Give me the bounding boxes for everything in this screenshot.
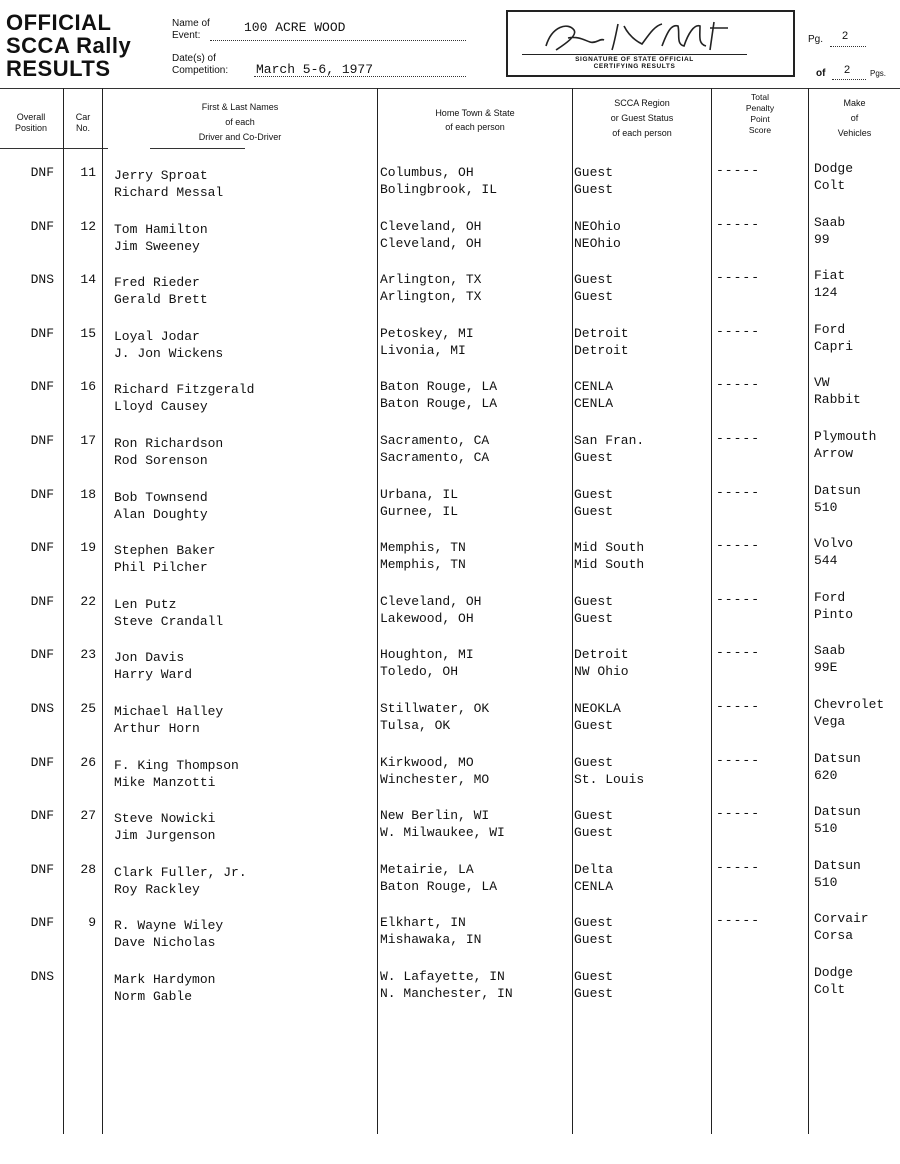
penalty-score: ----- (716, 752, 761, 768)
co-driver-home-town: Sacramento, CA (380, 450, 490, 465)
page-label: Pg. (808, 34, 824, 45)
driver-region: Mid South (574, 540, 645, 556)
vehicle (814, 589, 853, 623)
driver-names (114, 167, 223, 201)
vehicle (814, 214, 845, 248)
penalty-score: ----- (716, 323, 761, 339)
co-driver-home-town: Bolingbrook, IL (380, 182, 498, 197)
col-header-names: First & Last Names of each Driver and Co-Driver (198, 102, 282, 142)
signature-caption-line-2: CERTIFYING RESULTS (593, 63, 676, 70)
home-towns (380, 646, 474, 680)
regions (574, 646, 629, 680)
handwritten-signature (538, 16, 758, 56)
co-driver-home-town: Lakewood, OH (380, 610, 474, 626)
form-title-line-3: RESULTS (6, 56, 111, 81)
penalty-score: ----- (716, 699, 761, 714)
driver-home-town: Houghton, MI (380, 647, 474, 663)
car-number: 16 (80, 379, 96, 395)
driver-home-town: Sacramento, CA (380, 433, 490, 448)
event-name-value: 100 ACRE WOOD (244, 20, 346, 35)
car-number: 12 (80, 218, 96, 234)
driver-names (114, 864, 247, 898)
driver-names (114, 274, 208, 308)
co-driver-name: J. Jon Wickens (114, 345, 224, 361)
overall-position: DNF (30, 433, 54, 448)
co-driver-home-town: N. Manchester, IN (380, 986, 513, 1001)
vehicle-make: Ford (814, 589, 846, 605)
penalty-score: ----- (716, 484, 761, 500)
co-driver-name: Dave Nicholas (114, 935, 216, 951)
penalty-score: ----- (716, 806, 761, 822)
co-driver-home-town: Tulsa, OK (380, 718, 451, 733)
car-number: 18 (80, 486, 96, 502)
driver-home-town: Urbana, IL (380, 486, 459, 502)
penalty-score: ----- (716, 431, 761, 446)
home-towns (380, 218, 481, 252)
driver-home-town: Kirkwood, MO (380, 754, 474, 770)
co-driver-region: Guest (574, 182, 614, 197)
overall-position: DNF (30, 379, 54, 395)
table-row (0, 910, 900, 964)
vehicle-model: 124 (814, 285, 838, 301)
vehicle (814, 857, 861, 891)
driver-region: Guest (574, 593, 614, 609)
vehicle-make: Datsun (814, 804, 861, 820)
car-number: 27 (80, 808, 96, 824)
driver-names (114, 810, 215, 844)
vehicle-make: Volvo (814, 536, 854, 552)
driver-home-town: Cleveland, OH (380, 593, 482, 609)
vehicle (814, 535, 853, 569)
vehicle-model: Vega (814, 714, 846, 729)
co-driver-name: Steve Crandall (114, 613, 224, 629)
driver-names (114, 381, 254, 415)
driver-name: Jon Davis (114, 650, 185, 666)
co-driver-name: Rod Sorenson (114, 453, 208, 468)
vehicle-make: Dodge (814, 965, 854, 980)
driver-names (114, 703, 223, 737)
co-driver-name: Mike Manzotti (114, 774, 216, 790)
co-driver-region: St. Louis (574, 771, 645, 787)
table-row (0, 374, 900, 428)
co-driver-home-town: Cleveland, OH (380, 235, 482, 251)
vehicle-make: Ford (814, 321, 846, 337)
driver-name: Bob Townsend (114, 489, 208, 505)
overall-position: DNS (30, 701, 54, 716)
co-driver-region: Mid South (574, 557, 645, 573)
car-number: 22 (80, 593, 96, 609)
driver-names (114, 649, 192, 683)
page-number: 2 (842, 30, 849, 42)
co-driver-home-town: Toledo, OH (380, 664, 459, 680)
vehicle-model: Capri (814, 338, 854, 354)
driver-name: Fred Rieder (114, 275, 200, 291)
vehicle (814, 803, 861, 837)
driver-region: Guest (574, 754, 614, 770)
col-header-town: Home Town & State of each person (435, 108, 515, 132)
co-driver-home-town: Gurnee, IL (380, 503, 459, 519)
penalty-score: ----- (716, 163, 761, 178)
driver-home-town: Baton Rouge, LA (380, 379, 498, 395)
regions (574, 593, 613, 627)
co-driver-name: Harry Ward (114, 667, 193, 683)
driver-home-town: Memphis, TN (380, 540, 466, 556)
vehicle (814, 321, 853, 355)
driver-home-town: W. Lafayette, IN (380, 969, 505, 984)
vehicle-model: 99E (814, 660, 838, 676)
driver-region: San Fran. (574, 433, 645, 448)
table-row (0, 696, 900, 750)
regions (574, 325, 629, 359)
regions (574, 754, 644, 788)
home-towns (380, 164, 497, 198)
table-row (0, 267, 900, 321)
home-towns (380, 539, 466, 573)
vehicle-model: 510 (814, 821, 838, 837)
overall-position: DNF (30, 593, 54, 609)
co-driver-name: Alan Doughty (114, 506, 208, 522)
co-driver-name: Roy Rackley (114, 881, 200, 897)
regions (574, 700, 621, 734)
table-row (0, 321, 900, 375)
co-driver-region: NEOhio (574, 235, 621, 251)
home-towns (380, 378, 497, 412)
signature-caption (522, 56, 747, 70)
home-towns (380, 593, 481, 627)
driver-name: Ron Richardson (114, 436, 224, 451)
driver-name: R. Wayne Wiley (114, 918, 224, 934)
driver-home-town: Arlington, TX (380, 272, 482, 288)
regions (574, 432, 644, 466)
vehicle-make: VW (814, 375, 830, 391)
overall-position: DNF (30, 647, 54, 663)
car-number: 15 (80, 325, 96, 341)
co-driver-region: CENLA (574, 878, 614, 894)
penalty-score: ----- (716, 913, 761, 929)
co-driver-name: Jim Jurgenson (114, 828, 216, 844)
vehicle-make: Fiat (814, 268, 846, 284)
form-title-line-1: OFFICIAL (6, 10, 112, 35)
of-label: of (816, 68, 826, 79)
column-header-rule-left (0, 148, 108, 149)
car-number: 17 (80, 433, 96, 448)
home-towns (380, 807, 505, 841)
driver-names (114, 596, 223, 630)
driver-name: Tom Hamilton (114, 221, 208, 237)
car-number: 23 (80, 647, 96, 663)
page-number-underline (830, 46, 866, 47)
overall-position: DNF (30, 754, 54, 770)
car-number: 26 (80, 754, 96, 770)
vehicle-model: 510 (814, 499, 838, 515)
driver-names (114, 328, 223, 362)
car-number: 19 (80, 540, 96, 556)
date-label-line-1: Date(s) of (172, 53, 216, 64)
table-row (0, 160, 900, 214)
vehicle-make: Chevrolet (814, 697, 885, 712)
vehicle-model: 544 (814, 553, 838, 569)
table-row (0, 589, 900, 643)
table-row (0, 482, 900, 536)
driver-region: Guest (574, 915, 614, 931)
overall-position: DNF (30, 325, 54, 341)
form-title (6, 12, 131, 81)
regions (574, 271, 613, 305)
penalty-score: ----- (716, 859, 761, 875)
co-driver-region: Detroit (574, 342, 629, 358)
vehicle-make: Plymouth (814, 429, 877, 444)
overall-position: DNS (30, 969, 54, 984)
co-driver-home-town: Winchester, MO (380, 771, 490, 787)
vehicle-model: 99 (814, 231, 830, 247)
vehicle-model: Arrow (814, 446, 854, 461)
form-title-line-2: SCCA Rally (6, 33, 132, 58)
col-header-position: Overall Position (14, 112, 48, 133)
driver-name: Jerry Sproat (114, 168, 208, 183)
home-towns (380, 432, 489, 466)
co-driver-home-town: Baton Rouge, LA (380, 878, 498, 894)
vehicle-model: Corsa (814, 928, 854, 944)
co-driver-region: Guest (574, 932, 614, 948)
driver-region: Guest (574, 486, 614, 502)
driver-names (114, 757, 239, 791)
co-driver-region: NW Ohio (574, 664, 629, 680)
home-towns (380, 968, 513, 1002)
overall-position: DNF (30, 218, 54, 234)
penalty-score: ----- (716, 538, 761, 554)
header-rule (0, 88, 900, 89)
penalty-score: ----- (716, 270, 761, 286)
co-driver-home-town: W. Milwaukee, WI (380, 825, 505, 841)
driver-name: Mark Hardymon (114, 972, 216, 987)
vehicle-model: Colt (814, 982, 846, 997)
overall-position: DNF (30, 486, 54, 502)
regions (574, 378, 613, 412)
driver-name: Michael Halley (114, 704, 224, 719)
driver-home-town: New Berlin, WI (380, 808, 490, 824)
car-number: 14 (80, 272, 96, 288)
signature-box (506, 10, 795, 77)
home-towns (380, 861, 497, 895)
overall-position: DNF (30, 808, 54, 824)
driver-region: NEOKLA (574, 701, 621, 716)
overall-position: DNF (30, 540, 54, 556)
driver-region: NEOhio (574, 218, 621, 234)
vehicle (814, 910, 869, 944)
driver-region: Delta (574, 861, 614, 877)
co-driver-region: Guest (574, 503, 614, 519)
vehicle-make: Saab (814, 643, 846, 659)
table-row (0, 857, 900, 911)
home-towns (380, 271, 481, 305)
home-towns (380, 914, 481, 948)
co-driver-region: Guest (574, 610, 614, 626)
co-driver-region: Guest (574, 450, 614, 465)
car-number: 11 (80, 165, 96, 180)
vehicle (814, 482, 861, 516)
page-total: 2 (844, 64, 851, 76)
penalty-score: ----- (716, 591, 761, 607)
driver-name: Richard Fitzgerald (114, 382, 255, 398)
car-number: 28 (80, 861, 96, 877)
driver-region: Guest (574, 969, 614, 984)
penalty-score: ----- (716, 377, 761, 393)
regions (574, 968, 613, 1002)
co-driver-region: CENLA (574, 396, 614, 412)
co-driver-name: Phil Pilcher (114, 560, 208, 576)
vehicle (814, 964, 853, 998)
driver-home-town: Petoskey, MI (380, 325, 474, 341)
vehicle (814, 374, 861, 408)
vehicle (814, 750, 861, 784)
driver-names (114, 542, 215, 576)
table-row (0, 803, 900, 857)
vehicle-model: Colt (814, 178, 846, 193)
home-towns (380, 754, 489, 788)
vehicle-model: Pinto (814, 606, 854, 622)
driver-region: Guest (574, 272, 614, 288)
co-driver-home-town: Arlington, TX (380, 289, 482, 305)
regions (574, 486, 613, 520)
event-name-underline (210, 40, 466, 41)
table-row (0, 428, 900, 482)
driver-region: Detroit (574, 325, 629, 341)
car-number: 9 (88, 915, 96, 931)
driver-region: Guest (574, 808, 614, 824)
driver-name: Stephen Baker (114, 543, 216, 559)
table-row (0, 750, 900, 804)
vehicle (814, 642, 845, 676)
date-value: March 5-6, 1977 (256, 62, 374, 77)
driver-home-town: Metairie, LA (380, 861, 474, 877)
col-header-make: Make of Vehicles (837, 98, 872, 138)
overall-position: DNF (30, 915, 54, 931)
driver-name: Len Putz (114, 596, 177, 612)
regions (574, 218, 621, 252)
driver-name: Loyal Jodar (114, 328, 200, 344)
driver-names (114, 435, 223, 469)
driver-names (114, 221, 208, 255)
page-total-underline (832, 79, 866, 80)
col-header-penalty: Total Penalty Point Score (745, 92, 775, 135)
driver-region: Guest (574, 165, 614, 180)
regions (574, 164, 613, 198)
event-label-line-2: Event: (172, 30, 201, 41)
vehicle (814, 696, 884, 730)
vehicle-make: Datsun (814, 482, 861, 498)
table-row (0, 964, 900, 1018)
table-row (0, 214, 900, 268)
vehicle-make: Datsun (814, 750, 861, 766)
signature-line (522, 54, 747, 55)
driver-name: Steve Nowicki (114, 811, 216, 827)
driver-home-town: Cleveland, OH (380, 218, 482, 234)
co-driver-name: Gerald Brett (114, 292, 208, 308)
co-driver-home-town: Mishawaka, IN (380, 932, 482, 948)
home-towns (380, 700, 489, 734)
driver-region: CENLA (574, 379, 614, 395)
driver-region: Detroit (574, 647, 629, 663)
driver-name: Clark Fuller, Jr. (114, 864, 247, 880)
vehicle-model: 620 (814, 767, 838, 783)
co-driver-name: Jim Sweeney (114, 238, 200, 254)
co-driver-region: Guest (574, 718, 614, 733)
vehicle-model: 510 (814, 874, 838, 890)
table-row (0, 535, 900, 589)
co-driver-home-town: Livonia, MI (380, 342, 466, 358)
regions (574, 914, 613, 948)
co-driver-name: Norm Gable (114, 989, 193, 1004)
co-driver-region: Guest (574, 289, 614, 305)
driver-names (114, 489, 208, 523)
col-header-region: SCCA Region or Guest Status of each person (610, 98, 674, 138)
vehicle-make: Dodge (814, 161, 854, 176)
overall-position: DNF (30, 165, 54, 180)
signature-caption-line-1: SIGNATURE OF STATE OFFICIAL (575, 56, 694, 63)
regions (574, 861, 613, 895)
date-label-line-2: Competition: (172, 65, 229, 76)
vehicle (814, 428, 876, 462)
car-number: 25 (80, 701, 96, 716)
vehicle (814, 160, 853, 194)
vehicle-make: Saab (814, 214, 846, 230)
vehicle-make: Corvair (814, 911, 869, 927)
pages-label: Pgs. (870, 69, 887, 78)
vehicle-make: Datsun (814, 857, 861, 873)
home-towns (380, 325, 474, 359)
home-towns (380, 486, 458, 520)
col-header-car: Car No. (75, 112, 91, 133)
driver-home-town: Elkhart, IN (380, 915, 466, 931)
driver-name: F. King Thompson (114, 757, 239, 773)
event-label-line-1: Name of (172, 18, 210, 29)
co-driver-region: Guest (574, 825, 614, 841)
overall-position: DNF (30, 861, 54, 877)
penalty-score: ----- (716, 216, 761, 232)
co-driver-name: Richard Messal (114, 185, 224, 200)
driver-names (114, 917, 223, 951)
regions (574, 807, 613, 841)
vehicle-model: Rabbit (814, 392, 861, 408)
co-driver-region: Guest (574, 986, 614, 1001)
regions (574, 539, 644, 573)
column-header-rule-names (150, 148, 245, 149)
table-row (0, 642, 900, 696)
driver-home-town: Columbus, OH (380, 165, 474, 180)
co-driver-home-town: Baton Rouge, LA (380, 396, 498, 412)
co-driver-home-town: Memphis, TN (380, 557, 466, 573)
driver-home-town: Stillwater, OK (380, 701, 490, 716)
driver-names (114, 971, 215, 1005)
co-driver-name: Lloyd Causey (114, 399, 208, 415)
penalty-score: ----- (716, 645, 761, 661)
co-driver-name: Arthur Horn (114, 721, 200, 736)
overall-position: DNS (30, 272, 54, 288)
vehicle (814, 267, 845, 301)
